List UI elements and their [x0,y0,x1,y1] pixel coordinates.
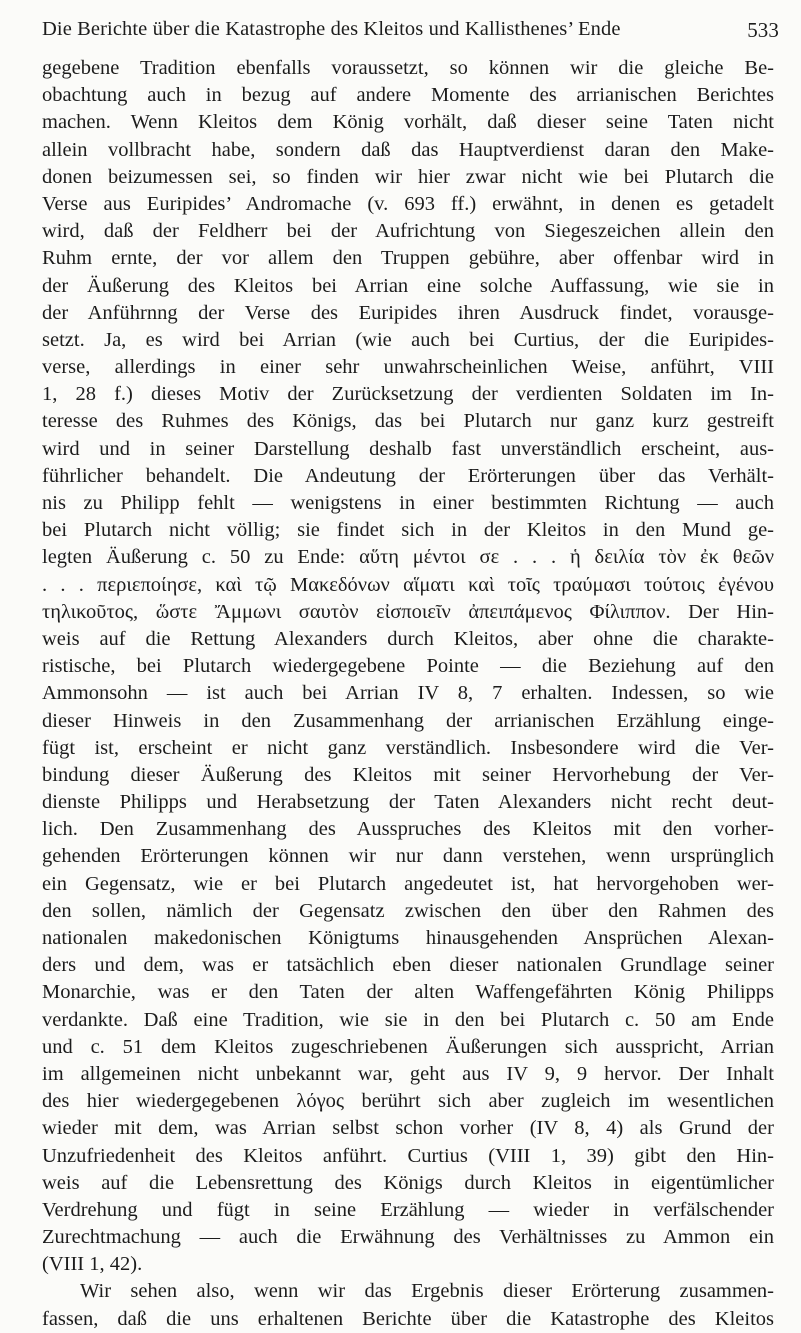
text-line: bindung dieser Äußerung des Kleitos mit seiner Hervorhebung der Ver- [42,763,774,786]
text-line: ristische, bei Plutarch wiedergegebene Pointe — die Beziehung auf den [42,655,774,678]
text-line: Ruhm ernte, der vor allem den Truppen gebühre, aber offenbar wird in [42,247,774,270]
page-number: 533 [747,18,779,42]
text-line: Ammonsohn — ist auch bei Arrian IV 8, 7 erhalten. Indessen, so wie [42,682,774,705]
text-line: Verse aus Euripides’ Andromache (v. 693 ff.) erwähnt, in denen es getadelt [42,192,774,215]
text-line: weis auf die Lebensrettung des Königs durch Kleitos in eigentümlicher [42,1171,774,1194]
text-line: der Anführnng der Verse des Euripides ihren Ausdruck findet, vorausge- [42,301,774,324]
text-line: gegebene Tradition ebenfalls voraussetzt, so können wir die gleiche Be- [42,57,774,79]
greek-text-line: τηλικοῦτος, ὥστε Ἄμμωνι σαυτὸν εἰσποιεῖν ἀπειπάμενος Φίλιππον. Der Hin- [42,600,774,623]
running-header [42,14,779,48]
text-line: ein Gegensatz, wie er bei Plutarch angedeutet ist, hat hervorgehoben wer- [42,872,774,895]
text-line: wieder mit dem, was Arrian selbst schon vorher (IV 8, 4) als Grund der [42,1117,774,1140]
text-line: im allgemeinen nicht unbekannt war, geht aus IV 9, 9 hervor. Der Inhalt [42,1062,774,1085]
text-line: Monarchie, was er den Taten der alten Waffengefährten König Philipps [42,981,774,1004]
text-line: gehenden Erörterungen können wir nur dann verstehen, wenn ursprünglich [42,845,774,868]
text-line: nationalen makedonischen Königtums hinausgehenden Ansprüchen Alexan- [42,927,774,949]
paragraph-start-line: Wir sehen also, wenn wir das Ergebnis dieser Erörterung zusammen- [80,1280,774,1303]
text-line: obachtung auch in bezug auf andere Momente des arrianischen Berichtes [42,84,774,107]
text-line: nis zu Philipp fehlt — wenigstens in einer bestimmten Richtung — auch [42,492,774,514]
text-line: teresse des Ruhmes des Königs, das bei Plutarch nur ganz kurz gestreift [42,410,774,433]
text-line: wird und in seiner Darstellung deshalb fast unverständlich erscheint, aus- [42,437,774,460]
text-line: weis auf die Rettung Alexanders durch Kleitos, aber ohne die charakte- [42,627,774,650]
text-line: Zurechtmachung — auch die Erwähnung des Verhältnisses zu Ammon ein [42,1226,774,1249]
text-line: verdankte. Daß eine Tradition, wie sie in den bei Plutarch c. 50 am Ende [42,1008,774,1031]
text-line: fassen, daß die uns erhaltenen Berichte über die Katastrophe des Kleitos [42,1307,774,1330]
text-line: dieser Hinweis in den Zusammenhang der arrianischen Erzählung einge- [42,709,774,732]
text-line: machen. Wenn Kleitos dem König vorhält, daß dieser seine Taten nicht [42,111,774,134]
text-line: führlicher behandelt. Die Andeutung der Erörterungen über das Verhält- [42,464,774,487]
greek-text-line: . . . περιεποίησε, καὶ τῷ Μακεδόνων αἵματι καὶ τοῖς τραύμασι τούτοις ἐγένου [42,573,774,596]
greek-text-line: legten Äußerung c. 50 zu Ende: αὕτη μέντοι σε . . . ἡ δειλία τὸν ἐκ θεῶν [42,546,774,569]
text-line: ders und dem, was er tatsächlich eben dieser nationalen Grundlage seiner [42,954,774,977]
text-line: allein vollbracht habe, sondern daß das Hauptverdienst daran den Make- [42,138,774,161]
text-line: donen beizumessen sei, so finden wir hier zwar nicht wie bei Plutarch die [42,165,774,188]
text-line: verse, allerdings in einer sehr unwahrscheinlichen Weise, anführt, VIII [42,356,774,379]
body-text [42,55,774,1333]
text-line: des hier wiedergegebenen λόγος berührt sich aber zugleich im wesentlichen [42,1090,774,1113]
text-line: bei Plutarch nicht völlig; sie findet sich in der Kleitos in den Mund ge- [42,519,774,542]
text-line: lich. Den Zusammenhang des Ausspruches des Kleitos mit den vorher- [42,818,774,841]
running-title: Die Berichte über die Katastrophe des Kleitos und Kallisthenes’ Ende [42,18,621,40]
paragraph-end-line: (VIII 1, 42). [42,1253,143,1276]
text-line: setzt. Ja, es wird bei Arrian (wie auch bei Curtius, der die Euripides- [42,328,774,351]
text-line: den sollen, nämlich der Gegensatz zwischen den über den Rahmen des [42,899,774,922]
text-line: Verdrehung und fügt in seine Erzählung — wieder in verfälschender [42,1198,774,1221]
text-line: wird, daß der Feldherr bei der Aufrichtung von Siegeszeichen allein den [42,220,774,243]
text-line: und c. 51 dem Kleitos zugeschriebenen Äußerungen sich ausspricht, Arrian [42,1035,774,1058]
text-line: 1, 28 f.) dieses Motiv der Zurücksetzung der verdienten Soldaten im In- [42,383,774,406]
text-line: Unzufriedenheit des Kleitos anführt. Curtius (VIII 1, 39) gibt den Hin- [42,1144,774,1167]
text-line: der Äußerung des Kleitos bei Arrian eine solche Auffassung, wie sie in [42,274,774,297]
text-line: dienste Philipps und Herabsetzung der Taten Alexanders nicht recht deut- [42,791,774,814]
text-line: fügt ist, erscheint er nicht ganz verständlich. Insbesondere wird die Ver- [42,736,774,759]
